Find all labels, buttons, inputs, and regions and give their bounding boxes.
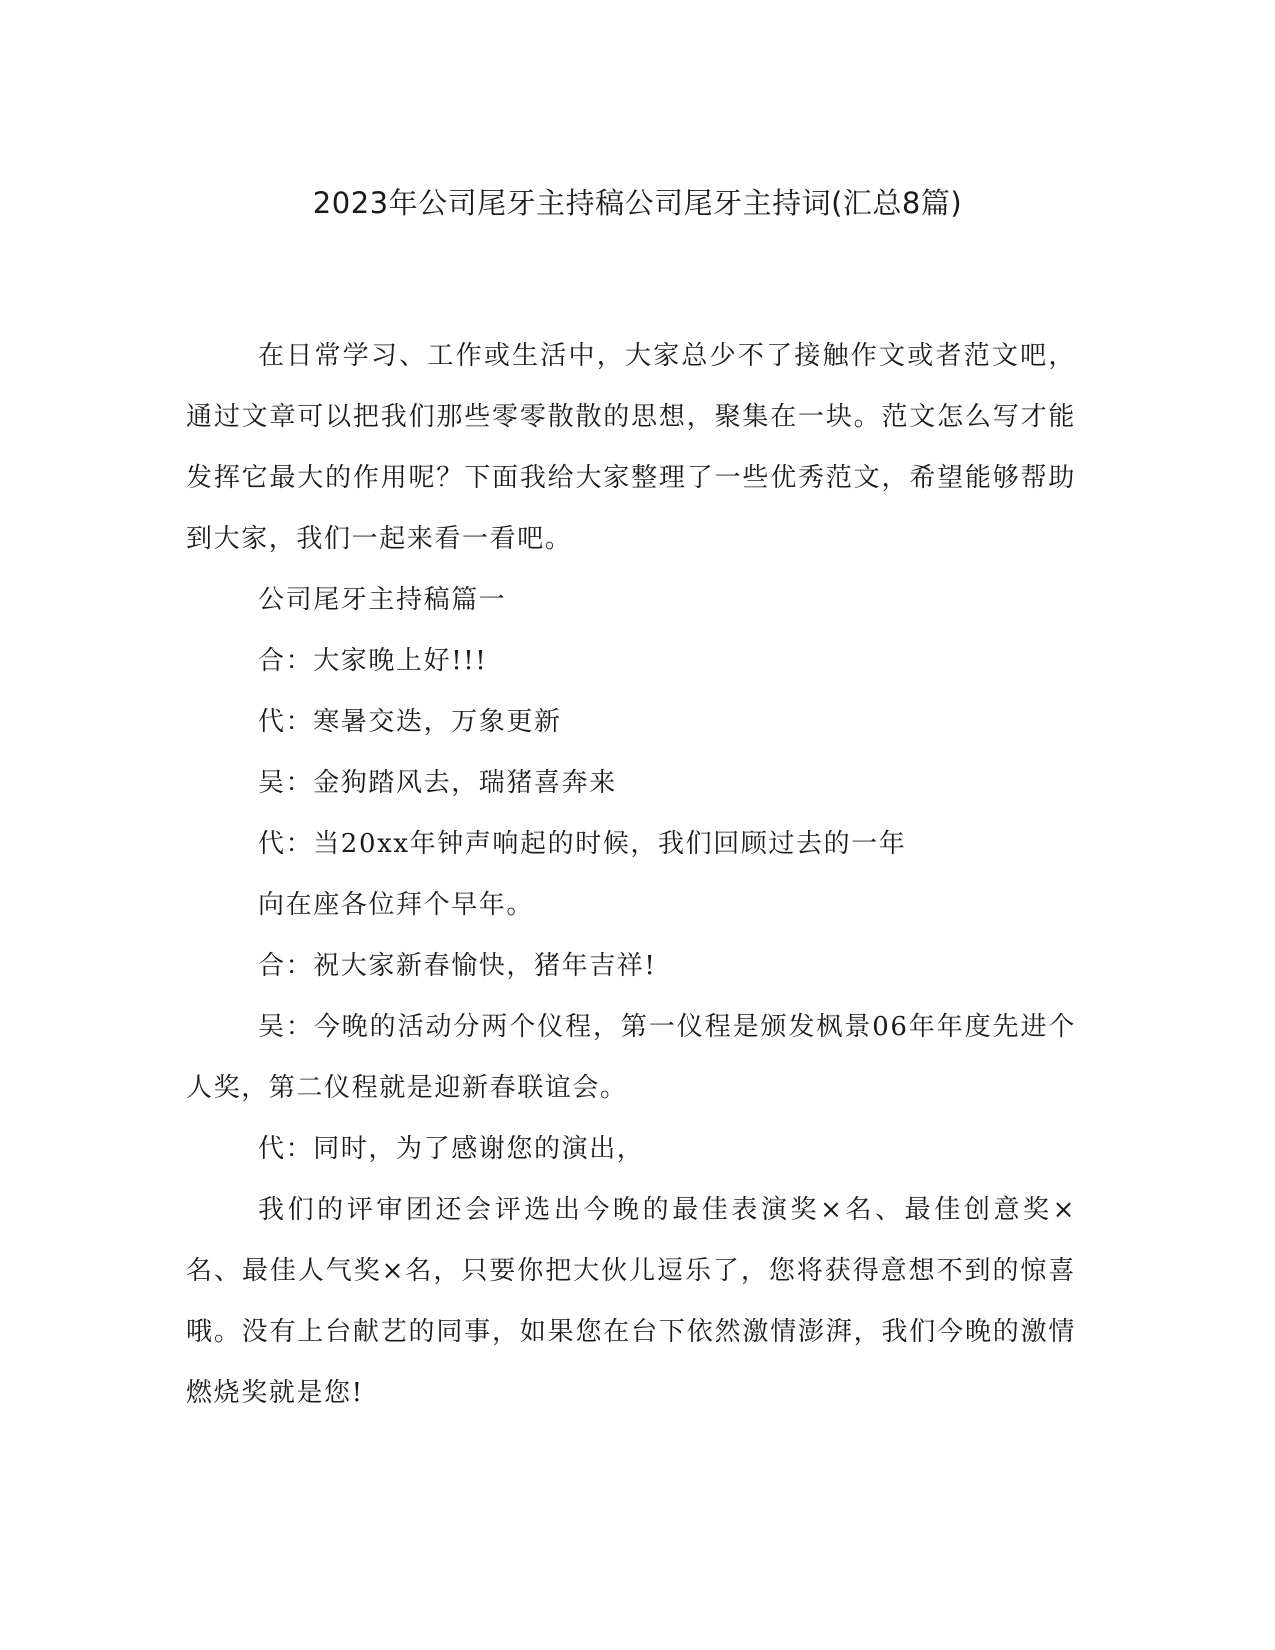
paragraph-line: 吴：金狗踏风去，瑞猪喜奔来 [258,768,617,798]
paragraph-intro: 在日常学习、工作或生活中，大家总少不了接触作文或者范文吧，通过文章可以把我们那些零零散散的思想，聚集在一块。范文怎么写才能发挥它最大的作用呢？下面我给大家整理了一些优秀范文，希望能够帮助到大家，我们一起来看一看吧。 [186,341,1076,554]
document-body [186,326,1076,1424]
paragraph-line: 代：当20xx年钟声响起的时候，我们回顾过去的一年 [258,829,907,859]
paragraph-line: 向在座各位拜个早年。 [258,890,535,920]
paragraph-line: 吴：今晚的活动分两个仪程，第一仪程是颁发枫景06年年度先进个人奖，第二仪程就是迎新春联谊会。 [186,1012,1076,1103]
paragraph-line: 合：祝大家新春愉快，猪年吉祥! [258,951,657,981]
paragraph-line: 合：大家晚上好!!! [258,646,488,676]
paragraph-section-heading: 公司尾牙主持稿篇一 [258,585,507,615]
paragraph-line: 代：寒暑交迭，万象更新 [258,707,562,737]
document-title: 2023年公司尾牙主持稿公司尾牙主持词(汇总8篇) [312,186,963,220]
paragraph-line: 我们的评审团还会评选出今晚的最佳表演奖×名、最佳创意奖×名、最佳人气奖×名，只要你把大伙儿逗乐了，您将获得意想不到的惊喜哦。没有上台献艺的同事，如果您在台下依然激情澎湃，我们今晚的激情燃烧奖就是您! [186,1195,1076,1408]
paragraph-line: 代：同时，为了感谢您的演出， [258,1134,645,1164]
